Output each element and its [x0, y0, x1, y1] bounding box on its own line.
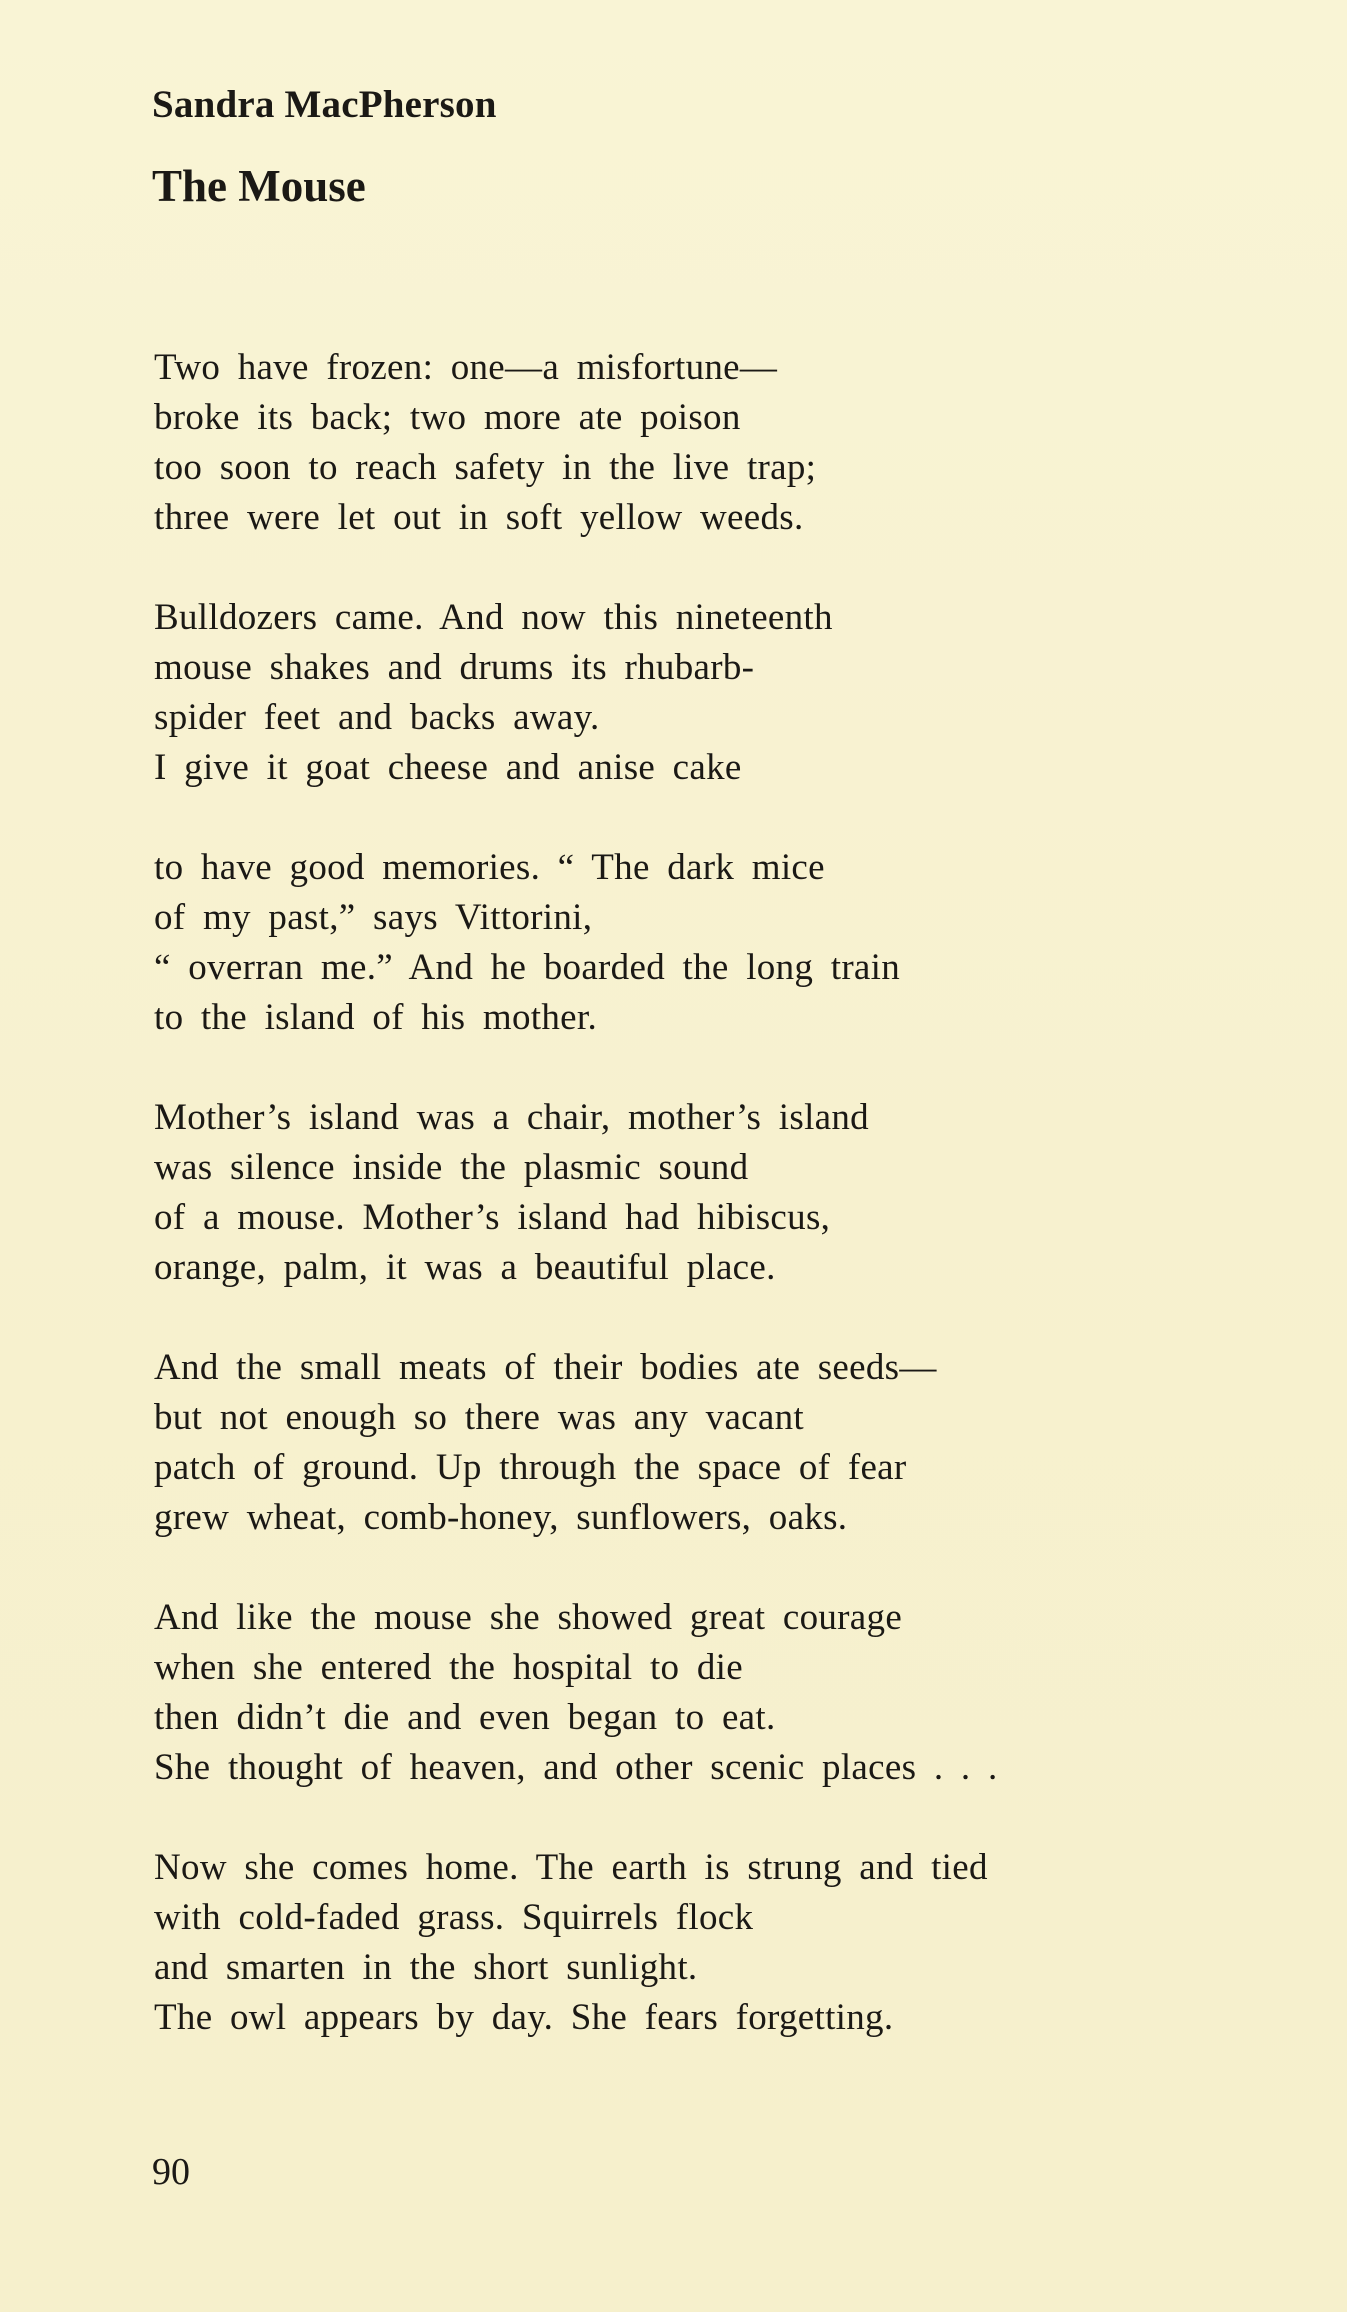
- poem-line: The owl appears by day. She fears forgetting.: [154, 1997, 894, 2038]
- poem-line: of my past,” says Vittorini,: [154, 897, 593, 938]
- poem-line: but not enough so there was any vacant: [154, 1397, 804, 1438]
- author-name: Sandra MacPherson: [152, 83, 497, 126]
- poem-line: spider feet and backs away.: [154, 697, 600, 738]
- poem-line: too soon to reach safety in the live trap;: [154, 447, 817, 488]
- stanza-6: [154, 1593, 1314, 1793]
- poem-line: Two have frozen: one—a misfortune—: [154, 347, 778, 388]
- stanza-2: [154, 593, 1314, 793]
- poem-body: [154, 343, 1314, 2093]
- page-number: 90: [152, 2151, 190, 2193]
- stanza-1: [154, 343, 1314, 543]
- stanza-5: [154, 1343, 1314, 1543]
- poem-line: of a mouse. Mother’s island had hibiscus,: [154, 1197, 831, 1238]
- poem-line: three were let out in soft yellow weeds.: [154, 497, 804, 538]
- poem-line: And like the mouse she showed great courage: [154, 1597, 903, 1638]
- poem-line: And the small meats of their bodies ate seeds—: [154, 1347, 937, 1388]
- poem-line: to the island of his mother.: [154, 997, 598, 1038]
- poem-line: broke its back; two more ate poison: [154, 397, 741, 438]
- poem-line: grew wheat, comb-honey, sunflowers, oaks.: [154, 1497, 848, 1538]
- poem-line: Mother’s island was a chair, mother’s island: [154, 1097, 869, 1138]
- stanza-4: [154, 1093, 1314, 1293]
- poem-line: and smarten in the short sunlight.: [154, 1947, 698, 1988]
- poem-line: patch of ground. Up through the space of fear: [154, 1447, 907, 1488]
- poem-line: when she entered the hospital to die: [154, 1647, 743, 1688]
- stanza-7: [154, 1843, 1314, 2043]
- poem-line: was silence inside the plasmic sound: [154, 1147, 749, 1188]
- poem-title: The Mouse: [152, 161, 366, 211]
- poem-line: She thought of heaven, and other scenic places . . .: [154, 1747, 998, 1788]
- poem-line: Bulldozers came. And now this nineteenth: [154, 597, 833, 638]
- poem-line: then didn’t die and even began to eat.: [154, 1697, 776, 1738]
- poem-line: mouse shakes and drums its rhubarb-: [154, 647, 755, 688]
- poem-line: with cold-faded grass. Squirrels flock: [154, 1897, 754, 1938]
- poem-line: orange, palm, it was a beautiful place.: [154, 1247, 776, 1288]
- poem-line: to have good memories. “ The dark mice: [154, 847, 825, 888]
- stanza-3: [154, 843, 1314, 1043]
- poem-line: Now she comes home. The earth is strung and tied: [154, 1847, 988, 1888]
- poem-line: “ overran me.” And he boarded the long train: [154, 947, 901, 988]
- poem-line: I give it goat cheese and anise cake: [154, 747, 742, 788]
